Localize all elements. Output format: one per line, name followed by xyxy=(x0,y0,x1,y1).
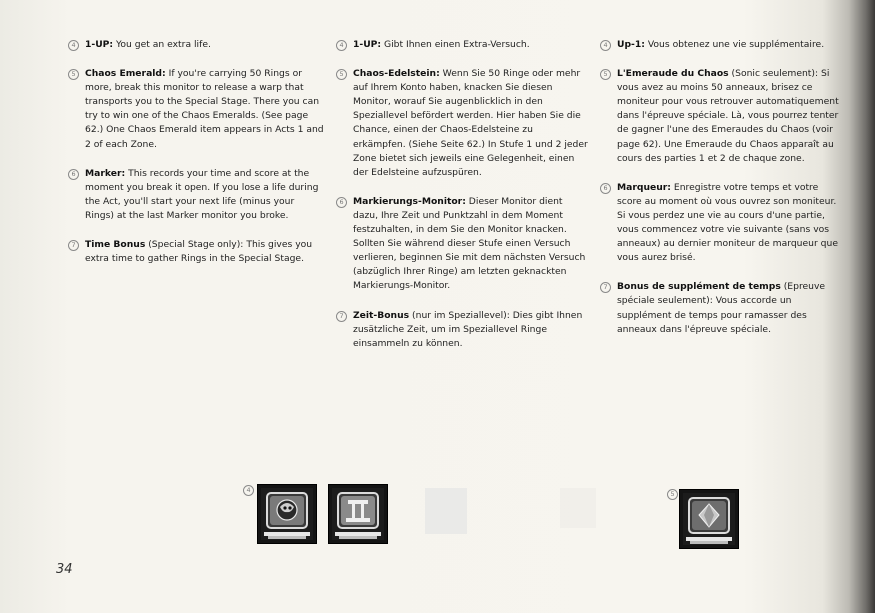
item-text: You get an extra life. xyxy=(113,39,211,50)
english-column xyxy=(68,38,326,281)
list-item xyxy=(600,67,840,166)
item-number: 6 xyxy=(336,197,347,208)
item-text: Gibt Ihnen einen Extra-Versuch. xyxy=(381,39,530,50)
show-through-mark xyxy=(425,488,467,534)
item-term: Up-1: xyxy=(617,39,645,50)
list-item xyxy=(336,38,588,52)
french-column xyxy=(600,38,840,352)
figure-label: 5 xyxy=(667,489,678,500)
item-term: Chaos-Edelstein: xyxy=(353,68,440,80)
figure-label: 4 xyxy=(243,485,254,496)
item-text: (Special Stage only): This gives you extra time to gather Rings in the Special Stage. xyxy=(85,239,313,265)
list-item xyxy=(68,167,326,223)
item-term: Marker: xyxy=(85,167,126,179)
item-text: Wenn Sie 50 Ringe oder mehr auf Ihrem Konto haben, knacken Sie diesen Monitor, worauf Sie augenblicklich in den Speziallevel befördert werden. Hier haben Sie die Chance, einen der Chaos-Edelsteine zu erkämpfen. (Siehe Seite 62.) In Stufe 1 und 2 jeder Zone bietet sich jeweils eine Gelegenheit, einen der Edelsteine aufzuspüren. xyxy=(353,68,588,178)
item-text: (Epreuve spéciale seulement): Vous accorde un supplément de temps pour ramasser des anneaux dans l'épreuve spéciale. xyxy=(617,281,826,335)
list-item xyxy=(336,195,588,294)
item-number: 7 xyxy=(336,311,347,322)
item-text: Enregistre votre temps et votre score au moment où vous ouvrez son moniteur. Si vous perdez une vie au cours d'une partie, vous commencez votre vie suivante (sans vos anneaux) au dernier moniteur de marqueur que vous aurez brisé. xyxy=(617,181,838,264)
show-through-mark xyxy=(560,488,596,528)
list-item xyxy=(68,67,326,152)
item-number: 7 xyxy=(68,240,79,251)
item-number: 4 xyxy=(68,40,79,51)
marker-monitor-icon xyxy=(328,484,388,544)
german-column xyxy=(336,38,588,366)
item-number: 4 xyxy=(600,40,611,51)
list-item xyxy=(600,181,840,266)
item-text: If you're carrying 50 Rings or more, break this monitor to release a warp that transports you to the Special Stage. There you can try to win one of the Chaos Emeralds. (See page 62.) One Chaos Emerald item appears in Acts 1 and 2 of each Zone. xyxy=(85,68,324,150)
list-item xyxy=(600,280,840,336)
item-number: 5 xyxy=(336,69,347,80)
1-up-monitor-icon xyxy=(257,484,317,544)
item-term: Markierungs-Monitor: xyxy=(353,195,466,207)
list-item xyxy=(68,38,326,52)
item-term: Bonus de supplément de temps xyxy=(617,281,781,293)
item-number: 4 xyxy=(336,40,347,51)
list-item xyxy=(68,238,326,266)
item-number: 6 xyxy=(600,183,611,194)
list-item xyxy=(336,309,588,351)
item-term: L'Emeraude du Chaos xyxy=(617,68,729,80)
item-term: 1-UP: xyxy=(353,39,382,50)
list-item xyxy=(600,38,840,52)
page-number: 34 xyxy=(56,562,73,577)
item-number: 6 xyxy=(68,169,79,180)
item-text: This records your time and score at the moment you break it open. If you lose a life during the Act, you'll start your next life (minus your Rings) at the last Marker monitor you broke. xyxy=(85,167,319,221)
item-term: Zeit-Bonus xyxy=(353,309,410,321)
item-term: Time Bonus xyxy=(85,239,146,251)
item-number: 7 xyxy=(600,282,611,293)
item-term: 1-UP: xyxy=(85,39,114,50)
item-number: 5 xyxy=(600,69,611,80)
list-item xyxy=(336,67,588,180)
item-text: (Sonic seulement): Si vous avez au moins 50 anneaux, brisez ce moniteur pour vous retrouver automatiquement dans l'épreuve spéciale. Là, vous pourrez tenter de gagner l'une des Emeraudes du Chaos (voir page 62). Une Emeraude du Chaos apparaît au cours des parties 1 et 2 de chaque zone. xyxy=(617,68,839,164)
item-text: Vous obtenez une vie supplémentaire. xyxy=(644,39,825,50)
item-term: Marqueur: xyxy=(617,181,671,193)
item-text: (nur im Speziallevel): Dies gibt Ihnen zusätzliche Zeit, um im Speziallevel Ringe einsammeln zu können. xyxy=(353,309,583,349)
chaos-emerald-monitor-icon xyxy=(679,489,739,549)
item-number: 5 xyxy=(68,69,79,80)
item-term: Chaos Emerald: xyxy=(85,68,166,80)
item-text: Dieser Monitor dient dazu, Ihre Zeit und Punktzahl in dem Moment festzuhalten, in dem Sie den Monitor knacken. Sollten Sie während dieser Stufe einen Versuch verlieren, beginnen Sie mit dem nächsten Versuch (abzüglich Ihrer Ringe) am letzten geknackten Markierungs-Monitor. xyxy=(353,195,586,292)
